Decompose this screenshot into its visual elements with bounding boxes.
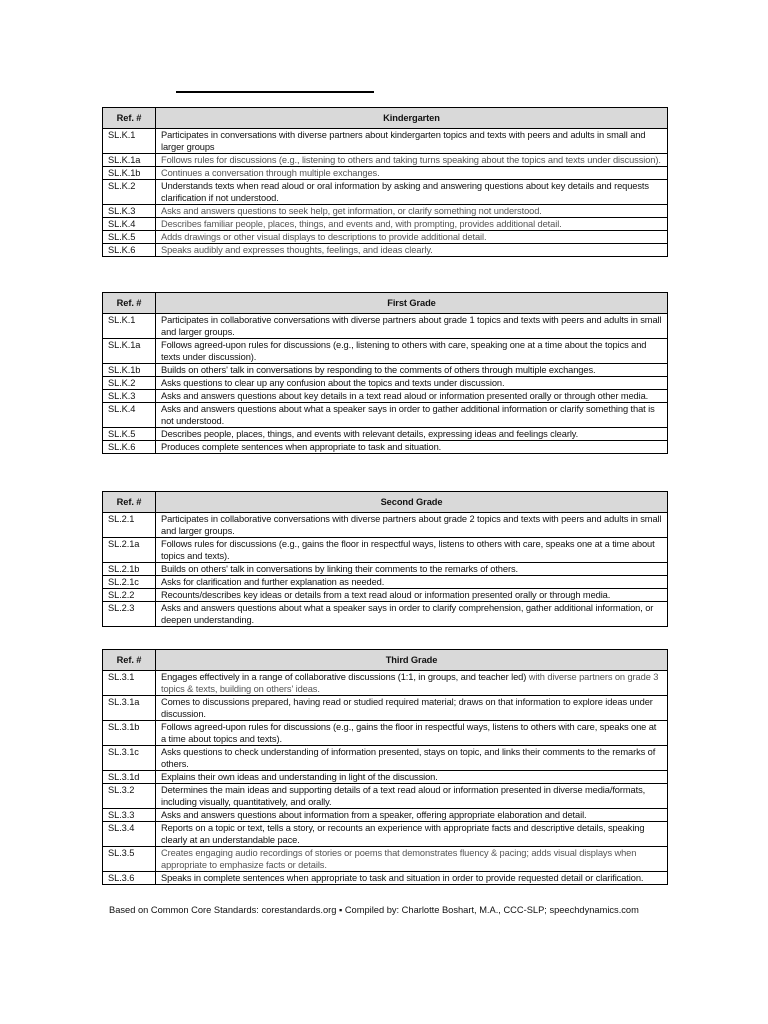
ref-cell: SL.3.2 xyxy=(103,784,156,809)
desc-cell: Explains their own ideas and understanding in light of the discussion. xyxy=(156,771,668,784)
desc-cell: Follows rules for discussions (e.g., gains the floor in respectful ways, listens to others with care, speaks one at a time about topics and texts). xyxy=(156,538,668,563)
ref-cell: SL.K.6 xyxy=(103,441,156,454)
table-row xyxy=(103,390,668,403)
table-row xyxy=(103,872,668,885)
grade-title: Third Grade xyxy=(156,650,668,671)
desc-cell: Continues a conversation through multiple exchanges. xyxy=(156,167,668,180)
desc-cell: Participates in collaborative conversations with diverse partners about grade 2 topics and texts with peers and adults in small and larger groups. xyxy=(156,513,668,538)
desc-cell: Asks and answers questions to seek help, get information, or clarify something not understood. xyxy=(156,205,668,218)
desc-cell: Speaks in complete sentences when appropriate to task and situation in order to provide requested detail or clarification. xyxy=(156,872,668,885)
ref-cell: SL.K.1 xyxy=(103,314,156,339)
footer-credit: Based on Common Core Standards: corestandards.org ▪ Compiled by: Charlotte Boshart, M.A., CCC-SLP; speechdynamics.com xyxy=(109,905,639,915)
desc-cell: Describes people, places, things, and events with relevant details, expressing ideas and feelings clearly. xyxy=(156,428,668,441)
table-row xyxy=(103,576,668,589)
ref-cell: SL.3.5 xyxy=(103,847,156,872)
ref-cell: SL.2.1a xyxy=(103,538,156,563)
first-grade-table xyxy=(102,292,668,454)
ref-cell: SL.K.1 xyxy=(103,129,156,154)
table-row xyxy=(103,784,668,809)
table-row xyxy=(103,513,668,538)
ref-header: Ref. # xyxy=(103,650,156,671)
grade-title: Second Grade xyxy=(156,492,668,513)
table-row xyxy=(103,563,668,576)
ref-cell: SL.2.1c xyxy=(103,576,156,589)
ref-cell: SL.3.1a xyxy=(103,696,156,721)
table-row xyxy=(103,771,668,784)
desc-cell: Asks and answers questions about information from a speaker, offering appropriate elaboration and detail. xyxy=(156,809,668,822)
desc-cell: Determines the main ideas and supporting details of a text read aloud or information presented in diverse media/formats, including visually, quantitatively, and orally. xyxy=(156,784,668,809)
ref-cell: SL.3.4 xyxy=(103,822,156,847)
ref-cell: SL.K.4 xyxy=(103,403,156,428)
table-row xyxy=(103,809,668,822)
desc-cell: Comes to discussions prepared, having read or studied required material; draws on that information to explore ideas under discussion. xyxy=(156,696,668,721)
ref-cell: SL.2.2 xyxy=(103,589,156,602)
ref-cell: SL.K.5 xyxy=(103,231,156,244)
ref-cell: SL.K.2 xyxy=(103,377,156,390)
desc-cell: Speaks audibly and expresses thoughts, feelings, and ideas clearly. xyxy=(156,244,668,257)
table-row xyxy=(103,538,668,563)
table-row xyxy=(103,364,668,377)
grade-title: Kindergarten xyxy=(156,108,668,129)
desc-cell xyxy=(156,671,668,696)
ref-cell: SL.2.1 xyxy=(103,513,156,538)
table-header-row xyxy=(103,293,668,314)
ref-cell: SL.K.5 xyxy=(103,428,156,441)
desc-cell: Builds on others' talk in conversations by responding to the comments of others through multiple exchanges. xyxy=(156,364,668,377)
desc-cell: Recounts/describes key ideas or details from a text read aloud or information presented orally or through media. xyxy=(156,589,668,602)
desc-cell: Asks questions to clear up any confusion about the topics and texts under discussion. xyxy=(156,377,668,390)
table-row xyxy=(103,377,668,390)
table-row xyxy=(103,847,668,872)
desc-cell: Asks for clarification and further explanation as needed. xyxy=(156,576,668,589)
top-rule xyxy=(176,91,374,93)
table-row xyxy=(103,403,668,428)
desc-text: Engages effectively in a range of collaborative discussions (1:1, in groups, and teacher led) xyxy=(161,672,527,682)
desc-cell: Asks and answers questions about what a speaker says in order to gather additional information or clarify something that is not understood. xyxy=(156,403,668,428)
ref-cell: SL.K.1a xyxy=(103,154,156,167)
table-header-row xyxy=(103,492,668,513)
desc-cell: Reports on a topic or text, tells a story, or recounts an experience with appropriate facts and descriptive details, speaking clearly at an understandable pace. xyxy=(156,822,668,847)
desc-cell: Participates in collaborative conversations with diverse partners about grade 1 topics and texts with peers and adults in small and larger groups. xyxy=(156,314,668,339)
desc-cell: Asks and answers questions about what a speaker says in order to clarify comprehension, gather additional information, or deepen understanding. xyxy=(156,602,668,627)
desc-cell: Asks questions to check understanding of information presented, stays on topic, and links their comments to the remarks of others. xyxy=(156,746,668,771)
table-row xyxy=(103,205,668,218)
desc-cell: Creates engaging audio recordings of stories or poems that demonstrates fluency & pacing; adds visual displays when appropriate to emphasize facts or details. xyxy=(156,847,668,872)
desc-cell: Follows agreed-upon rules for discussions (e.g., listening to others with care, speaking one at a time about the topics and texts under discussion). xyxy=(156,339,668,364)
desc-cell: Follows rules for discussions (e.g., listening to others and taking turns speaking about the topics and texts under discussion). xyxy=(156,154,668,167)
table-row xyxy=(103,746,668,771)
ref-cell: SL.3.1b xyxy=(103,721,156,746)
desc-cell: Adds drawings or other visual displays to descriptions to provide additional detail. xyxy=(156,231,668,244)
ref-cell: SL.K.1b xyxy=(103,364,156,377)
table-row xyxy=(103,314,668,339)
table-header-row xyxy=(103,108,668,129)
table-row xyxy=(103,231,668,244)
desc-cell: Asks and answers questions about key details in a text read aloud or information presented orally or through other media. xyxy=(156,390,668,403)
table-row xyxy=(103,602,668,627)
table-row xyxy=(103,167,668,180)
table-row xyxy=(103,339,668,364)
ref-cell: SL.K.1b xyxy=(103,167,156,180)
table-row xyxy=(103,154,668,167)
ref-header: Ref. # xyxy=(103,293,156,314)
ref-cell: SL.3.1d xyxy=(103,771,156,784)
ref-cell: SL.3.3 xyxy=(103,809,156,822)
grade-title: First Grade xyxy=(156,293,668,314)
ref-cell: SL.K.4 xyxy=(103,218,156,231)
ref-cell: SL.3.1 xyxy=(103,671,156,696)
ref-cell: SL.K.6 xyxy=(103,244,156,257)
ref-cell: SL.K.3 xyxy=(103,205,156,218)
ref-cell: SL.K.1a xyxy=(103,339,156,364)
ref-cell: SL.K.3 xyxy=(103,390,156,403)
third-grade-table xyxy=(102,649,668,885)
table-row xyxy=(103,721,668,746)
table-row xyxy=(103,428,668,441)
ref-cell: SL.2.3 xyxy=(103,602,156,627)
desc-cell: Describes familiar people, places, things, and events and, with prompting, provides additional detail. xyxy=(156,218,668,231)
table-row xyxy=(103,696,668,721)
table-row xyxy=(103,180,668,205)
table-row xyxy=(103,589,668,602)
ref-header: Ref. # xyxy=(103,108,156,129)
table-row xyxy=(103,218,668,231)
ref-cell: SL.2.1b xyxy=(103,563,156,576)
desc-cell: Builds on others' talk in conversations by linking their comments to the remarks of others. xyxy=(156,563,668,576)
table-row xyxy=(103,671,668,696)
table-row xyxy=(103,822,668,847)
table-row xyxy=(103,441,668,454)
desc-text-extra: with diverse partners on grade 3 topics & texts, building on others' ideas. xyxy=(161,672,659,694)
desc-cell: Follows agreed-upon rules for discussions (e.g., gains the floor in respectful ways, listens to others with care, speaks one at a time about topics and texts). xyxy=(156,721,668,746)
ref-header: Ref. # xyxy=(103,492,156,513)
desc-cell: Understands texts when read aloud or oral information by asking and answering questions about key details and requests clarification if not understood. xyxy=(156,180,668,205)
ref-cell: SL.3.6 xyxy=(103,872,156,885)
ref-cell: SL.K.2 xyxy=(103,180,156,205)
ref-cell: SL.3.1c xyxy=(103,746,156,771)
desc-cell: Participates in conversations with diverse partners about kindergarten topics and texts with peers and adults in small and larger groups xyxy=(156,129,668,154)
table-row xyxy=(103,244,668,257)
table-header-row xyxy=(103,650,668,671)
second-grade-table xyxy=(102,491,668,627)
desc-cell: Produces complete sentences when appropriate to task and situation. xyxy=(156,441,668,454)
table-row xyxy=(103,129,668,154)
kindergarten-table xyxy=(102,107,668,257)
